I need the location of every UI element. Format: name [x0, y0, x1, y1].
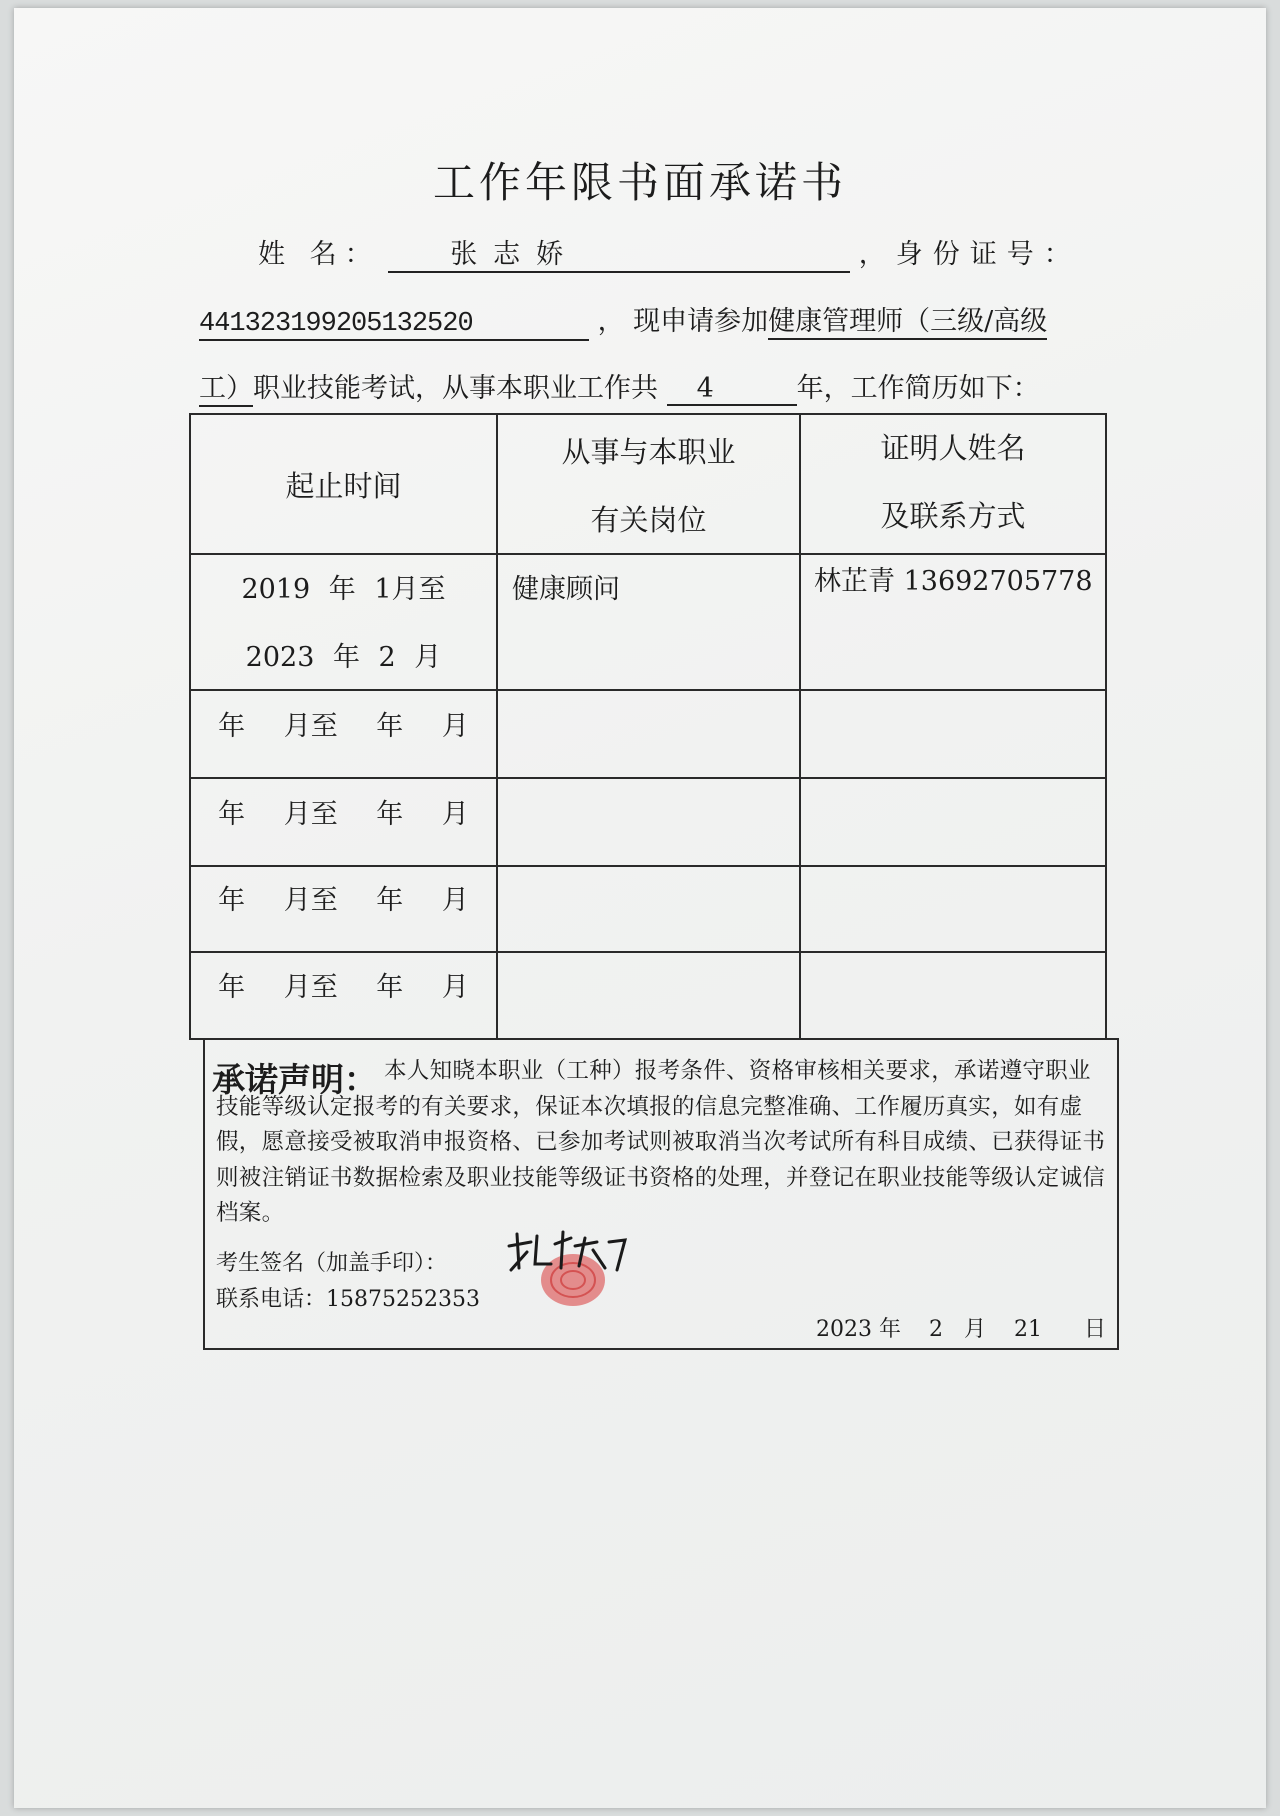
phone-value: 15875252353 [326, 1287, 480, 1312]
years-value: 4 [667, 373, 797, 406]
years-suffix: 年，工作简历如下： [796, 373, 1040, 404]
date-month: 2 [929, 1317, 943, 1342]
row-5-period: 年 月至 年 月 [218, 972, 469, 1003]
header-position-line2: 有关岗位 [590, 503, 707, 537]
name-value: 张志娇 [388, 232, 850, 273]
date-day-unit: 日 [1083, 1317, 1106, 1342]
sign-date [816, 1312, 1106, 1343]
pledge-text: 本人知晓本职业（工种）报考条件、资格审核相关要求，承诺遵守职业技能等级认定报考的有关要求，保证本次填报的信息完整准确、工作履历真实，如有虚假，愿意接受被取消申报资格、已参加考试则被取消当次考试所有科目成绩、已获得证书则被注销证书数据检索及职业技能等级证书资格的处理，并登记在职业技能等级认定诚信档案。 [216, 1058, 1106, 1226]
phone-line [216, 1282, 480, 1313]
row-1-period-line2: 2023 年 2 月 [245, 642, 442, 673]
row-4-period: 年 月至 年 月 [218, 885, 469, 916]
date-day: 21 [1013, 1317, 1042, 1342]
document-title: 工作年限书面承诺书 [432, 158, 847, 207]
phone-label: 联系电话： [216, 1287, 327, 1312]
date-year-unit: 年 [879, 1317, 902, 1342]
date-year: 2023 [816, 1317, 872, 1342]
row-1-period-line1: 2019 年 1月至 [241, 574, 446, 605]
exam-name-part2: 工） [199, 366, 253, 407]
id-label: ，身份证号： [858, 239, 1081, 270]
apply-text: ， 现申请参加 [597, 306, 769, 337]
row-1-position: 健康顾问 [512, 574, 620, 605]
header-period: 起止时间 [285, 469, 402, 503]
row-1-witness: 林芷青 13692705778 [814, 566, 1093, 597]
row-3-period: 年 月至 年 月 [218, 799, 469, 830]
header-witness-line1: 证明人姓名 [880, 431, 1026, 465]
id-value: 441323199205132520 [199, 309, 589, 341]
header-position-line1: 从事与本职业 [561, 435, 736, 469]
name-label: 姓 名： [258, 239, 380, 270]
signature [505, 1224, 635, 1314]
pledge-label: 承诺声明： [212, 1060, 377, 1099]
date-month-unit: 月 [963, 1317, 986, 1342]
exam-name-part1: 健康管理师（三级/高级 [768, 299, 1047, 340]
header-witness-line2: 及联系方式 [880, 499, 1026, 533]
signature-label: 考生签名（加盖手印）： [216, 1251, 448, 1276]
exam-suffix: 职业技能考试，从事本职业工作共 [253, 373, 658, 404]
row-2-period: 年 月至 年 月 [218, 711, 469, 742]
